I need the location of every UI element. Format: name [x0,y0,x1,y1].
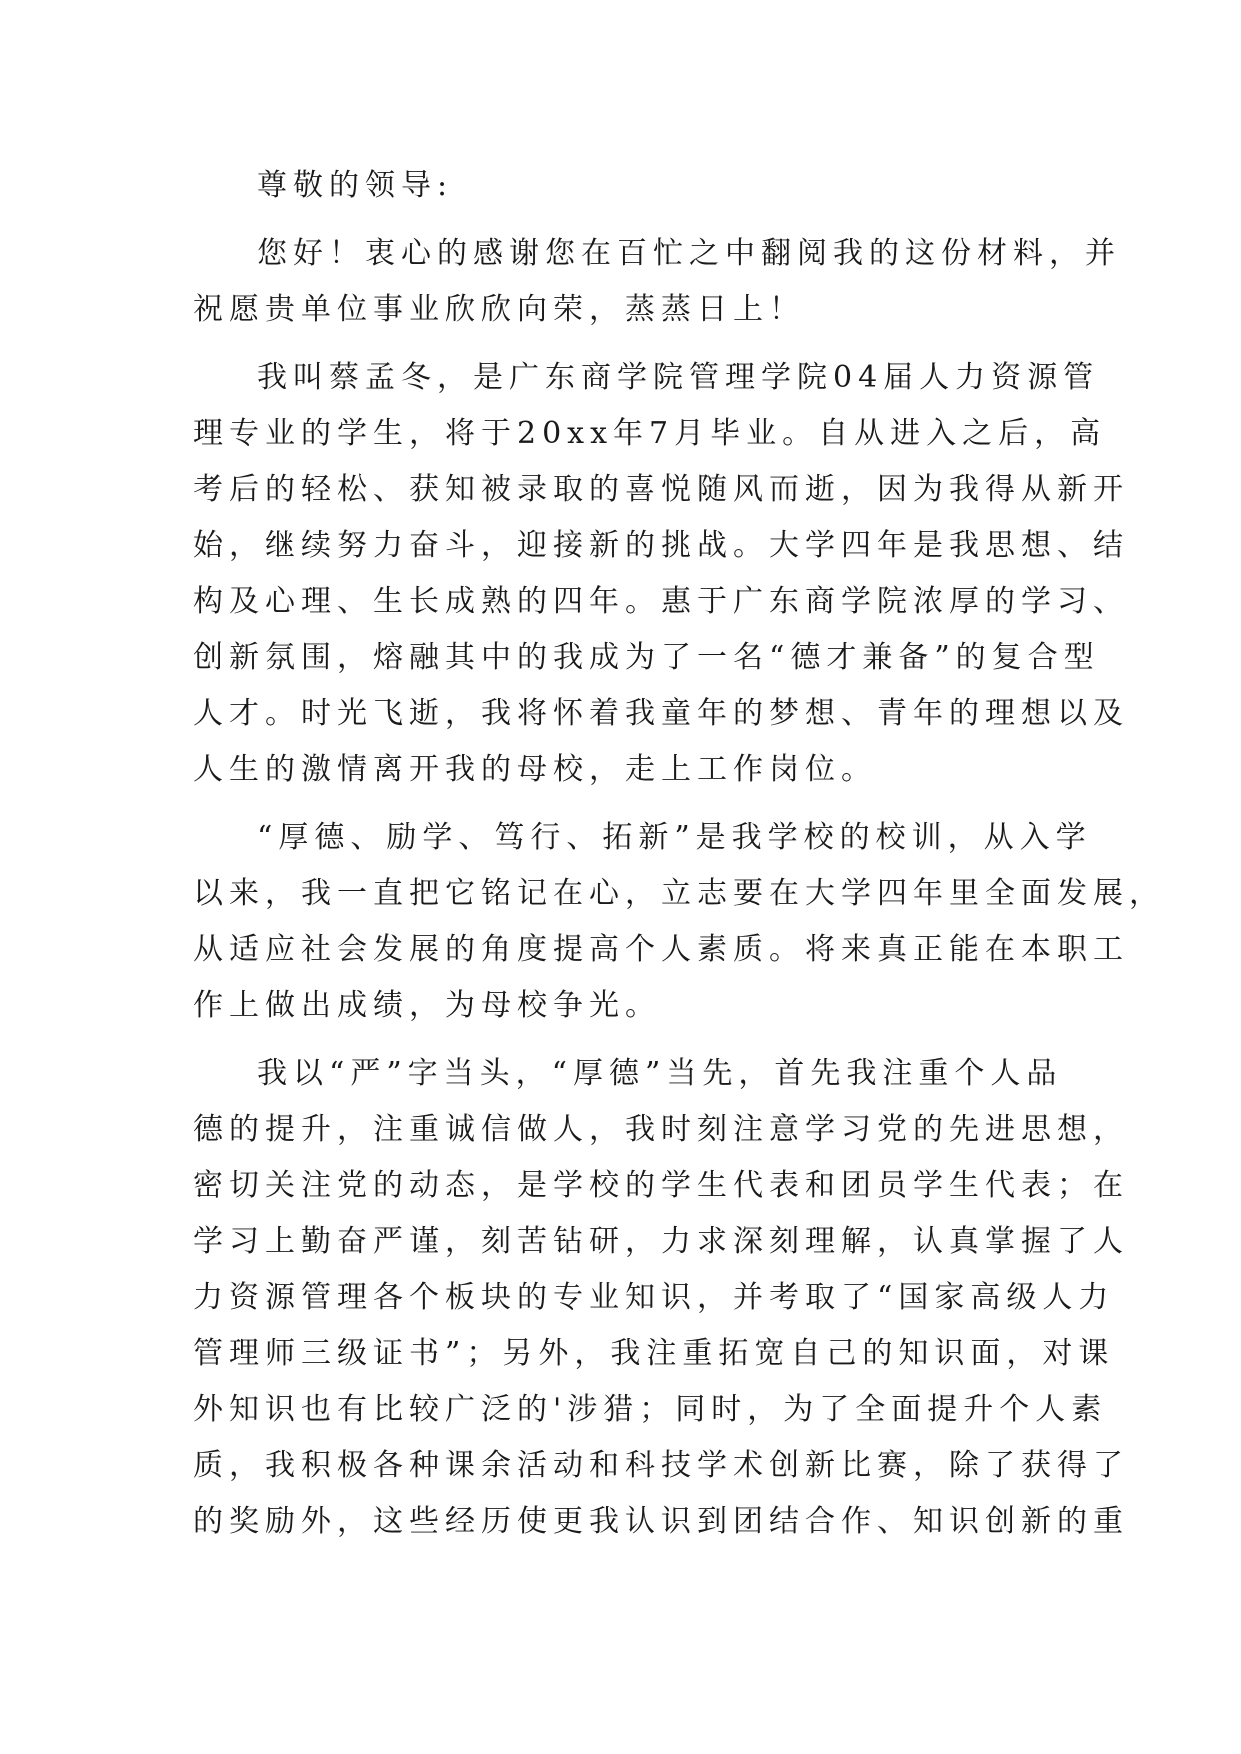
paragraph-2-line-6: 创新氛围，熔融其中的我成为了一名“德才兼备”的复合型 [193,640,1100,675]
paragraph-4-line-1: 我以“严”字当头，“厚德”当先，首先我注重个人品 [257,1056,1063,1091]
paragraph-3-line-3: 从适应社会发展的角度提高个人素质。将来真正能在本职工 [193,932,1129,967]
salutation: 尊敬的领导: [257,168,454,203]
paragraph-4-line-5: 力资源管理各个板块的专业知识，并考取了“国家高级人力 [193,1280,1115,1315]
letter-body [193,158,1165,1550]
paragraph-2-line-2: 理专业的学生，将于20xx年7月毕业。自从进入之后，高 [193,416,1107,451]
paragraph-4-line-9: 的奖励外，这些经历使更我认识到团结合作、知识创新的重 [193,1504,1129,1539]
paragraph-4-line-2: 德的提升，注重诚信做人，我时刻注意学习党的先进思想， [193,1112,1129,1147]
paragraph-3-line-2: 以来，我一直把它铭记在心，立志要在大学四年里全面发展， [193,876,1165,911]
paragraph-2-line-8: 人生的激情离开我的母校，走上工作岗位。 [193,752,877,787]
paragraph-1-line-1: 您好！衷心的感谢您在百忙之中翻阅我的这份材料，并 [257,236,1121,271]
paragraph-2-line-1: 我叫蔡孟冬，是广东商学院管理学院04届人力资源管 [257,360,1100,395]
paragraph-2-line-3: 考后的轻松、获知被录取的喜悦随风而逝，因为我得从新开 [193,472,1129,507]
paragraph-2-line-4: 始，继续努力奋斗，迎接新的挑战。大学四年是我思想、结 [193,528,1129,563]
paragraph-4-line-8: 质，我积极各种课余活动和科技学术创新比赛，除了获得了 [193,1448,1129,1483]
paragraph-3-line-1: “厚德、励学、笃行、拓新”是我学校的校训，从入学 [257,820,1092,855]
paragraph-4-line-3: 密切关注党的动态，是学校的学生代表和团员学生代表；在 [193,1168,1129,1203]
paragraph-4-line-4: 学习上勤奋严谨，刻苦钻研，力求深刻理解，认真掌握了人 [193,1224,1129,1259]
paragraph-4-line-7: 外知识也有比较广泛的'涉猎；同时，为了全面提升个人素 [193,1392,1108,1427]
paragraph-1-line-2: 祝愿贵单位事业欣欣向荣，蒸蒸日上！ [193,292,805,327]
paragraph-2-line-7: 人才。时光飞逝，我将怀着我童年的梦想、青年的理想以及 [193,696,1129,731]
paragraph-2-line-5: 构及心理、生长成熟的四年。惠于广东商学院浓厚的学习、 [193,584,1129,619]
paragraph-4-line-6: 管理师三级证书”；另外，我注重拓宽自己的知识面，对课 [193,1336,1115,1371]
paragraph-3-line-4: 作上做出成绩，为母校争光。 [193,988,661,1023]
